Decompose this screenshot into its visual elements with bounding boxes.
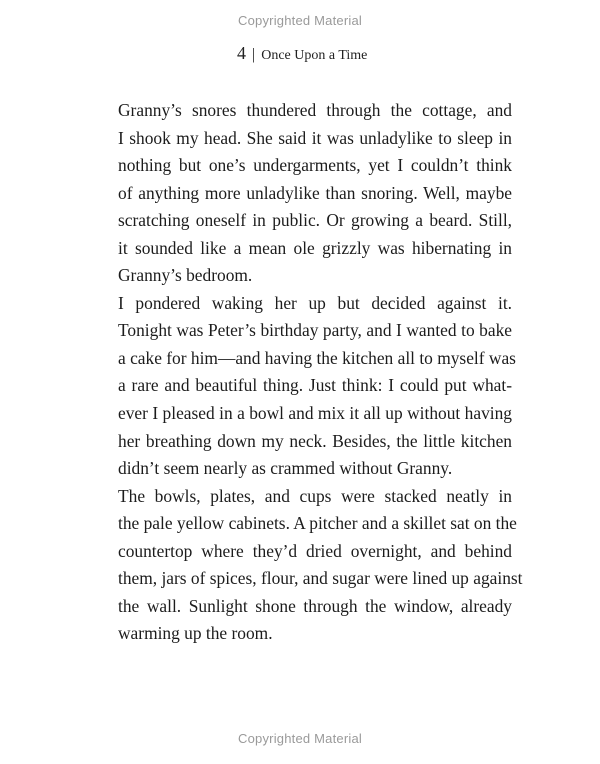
- body-text: [95, 97, 523, 648]
- text-line: The bowls, plates, and cups were stacked neatly in: [118, 485, 512, 506]
- text-line: didn’t seem nearly as crammed without Granny.: [118, 458, 453, 479]
- text-line: Granny’s snores thundered through the cottage, and: [118, 100, 512, 120]
- paragraph-3: [95, 483, 523, 648]
- text-line: warming up the room.: [118, 623, 273, 644]
- text-line: countertop where they’d dried overnight, and behind: [118, 540, 512, 561]
- watermark-top: Copyrighted Material: [238, 13, 362, 28]
- running-head-separator: |: [252, 46, 256, 63]
- text-line: the pale yellow cabinets. A pitcher and a skillet sat on the: [118, 513, 517, 534]
- text-line: scratching oneself in public. Or growing a beard. Still,: [118, 210, 512, 231]
- text-line: the wall. Sunlight shone through the window, already: [118, 595, 512, 616]
- text-line: Tonight was Peter’s birthday party, and I wanted to bake: [118, 320, 512, 341]
- text-line: Granny’s bedroom.: [118, 265, 253, 286]
- text-line: a rare and beautiful thing. Just think: I could put what-: [118, 375, 512, 396]
- text-line: a cake for him—and having the kitchen all to myself was: [118, 347, 516, 368]
- running-head-title: Once Upon a Time: [261, 48, 368, 63]
- text-line: I shook my head. She said it was unladylike to sleep in: [118, 127, 512, 148]
- text-line: it sounded like a mean ole grizzly was hibernating in: [118, 237, 512, 258]
- paragraph-1: [95, 97, 512, 290]
- page-number: 4: [237, 43, 246, 63]
- text-line: her breathing down my neck. Besides, the little kitchen: [118, 430, 512, 451]
- watermark-bottom: Copyrighted Material: [238, 731, 362, 746]
- text-line: nothing but one’s undergarments, yet I couldn’t think: [118, 155, 512, 176]
- text-line: them, jars of spices, flour, and sugar were lined up against: [118, 568, 523, 589]
- text-line: of anything more unladylike than snoring. Well, maybe: [118, 182, 512, 203]
- text-line: ever I pleased in a bowl and mix it all up without having: [118, 403, 512, 424]
- text-line: I pondered waking her up but decided against it.: [118, 292, 512, 313]
- running-head: [237, 43, 367, 64]
- paragraph-2: [95, 290, 516, 483]
